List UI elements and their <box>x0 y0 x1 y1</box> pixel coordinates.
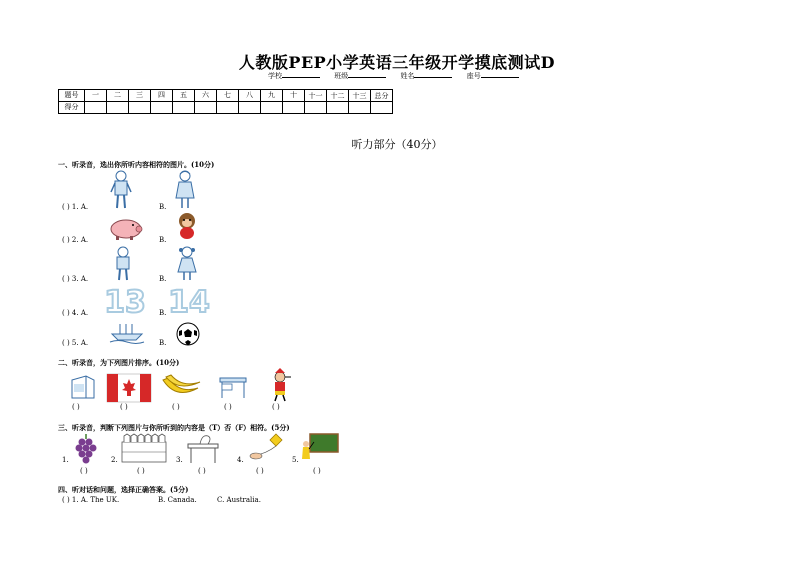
q2-option-b: B. <box>159 236 167 244</box>
desk-icon <box>216 372 250 400</box>
score-row-label: 得分 <box>59 102 85 114</box>
score-cell[interactable] <box>261 102 283 114</box>
score-cell[interactable] <box>371 102 393 114</box>
monkey-icon <box>174 212 200 240</box>
q5-option-b: B. <box>159 339 167 347</box>
score-header-cell: 题号 <box>59 90 85 102</box>
q1-label: ( ) 1. A. <box>62 203 89 211</box>
name-blank[interactable] <box>414 71 452 78</box>
tf-number: 4. <box>237 456 244 464</box>
score-header-cell: 三 <box>129 90 151 102</box>
score-cell[interactable] <box>239 102 261 114</box>
seat-blank[interactable] <box>481 71 519 78</box>
score-header-cell: 九 <box>261 90 283 102</box>
q4-option-b: B. <box>159 309 167 317</box>
name-label: 姓名 <box>400 72 415 80</box>
listening-section-title: 听力部分（40分） <box>351 138 443 151</box>
pinocchio-icon <box>266 370 294 402</box>
number-13-picture <box>104 284 146 320</box>
score-cell[interactable] <box>107 102 129 114</box>
score-table <box>58 89 393 114</box>
section1-heading: 一、听录音，选出你所听内容相符的图片。(10分) <box>58 160 215 169</box>
number-14-text: 14 <box>168 285 210 320</box>
tf-blank[interactable]: ( ) <box>137 467 145 475</box>
score-cell[interactable] <box>217 102 239 114</box>
girl-icon <box>174 246 200 282</box>
girl-standing-icon <box>172 170 198 210</box>
score-cell[interactable] <box>195 102 217 114</box>
score-header-cell: 一 <box>85 90 107 102</box>
boy-icon <box>110 246 136 282</box>
grapes-icon <box>74 434 98 464</box>
s4-q1-label: ( ) 1. A. The UK. <box>62 496 120 504</box>
score-header-cell: 七 <box>217 90 239 102</box>
number-13-text: 13 <box>104 285 146 320</box>
order-blank[interactable]: ( ) <box>120 403 128 411</box>
tf-blank[interactable]: ( ) <box>80 467 88 475</box>
score-cell[interactable] <box>173 102 195 114</box>
page-title: 人教版PEP小学英语三年级开学摸底测试D <box>238 53 556 72</box>
order-blank[interactable]: ( ) <box>172 403 180 411</box>
crayons-icon <box>120 434 168 464</box>
section4-heading: 四、听对话和问题，选择正确答案。(5分) <box>58 485 189 494</box>
tf-blank[interactable]: ( ) <box>313 467 321 475</box>
score-table-header-row <box>59 90 393 102</box>
q3-option-b: B. <box>159 275 167 283</box>
s4-q1-option-c: C. Australia. <box>217 496 261 504</box>
score-header-cell: 十二 <box>327 90 349 102</box>
score-header-cell: 十 <box>283 90 305 102</box>
boy-standing-icon <box>108 170 134 210</box>
section3-heading: 三、听录音，判断下列图片与你所听到的内容是（T）否（F）相符。(5分) <box>58 423 290 432</box>
banana-icon <box>160 374 202 400</box>
canada-flag-icon <box>107 374 151 402</box>
desk-with-hand-icon <box>186 432 220 464</box>
score-cell[interactable] <box>327 102 349 114</box>
section2-heading: 二、听录音，为下列图片排序。(10分) <box>58 358 180 367</box>
score-table-score-row <box>59 102 393 114</box>
boat-icon <box>110 320 144 344</box>
score-cell[interactable] <box>283 102 305 114</box>
kite-icon <box>246 432 284 462</box>
order-blank[interactable]: ( ) <box>72 403 80 411</box>
teacher-blackboard-icon <box>300 432 340 462</box>
tf-number: 1. <box>62 456 69 464</box>
score-header-cell: 十三 <box>349 90 371 102</box>
score-cell[interactable] <box>305 102 327 114</box>
order-blank[interactable]: ( ) <box>272 403 280 411</box>
score-cell[interactable] <box>129 102 151 114</box>
tf-number: 3. <box>176 456 183 464</box>
s4-q1-option-b: B. Canada. <box>158 496 197 504</box>
class-label: 班级 <box>334 72 349 80</box>
order-blank[interactable]: ( ) <box>224 403 232 411</box>
q3-label: ( ) 3. A. <box>62 275 89 283</box>
score-header-cell: 六 <box>195 90 217 102</box>
tf-blank[interactable]: ( ) <box>198 467 206 475</box>
tf-number: 2. <box>111 456 118 464</box>
tf-blank[interactable]: ( ) <box>256 467 264 475</box>
score-header-cell: 总分 <box>371 90 393 102</box>
score-header-cell: 四 <box>151 90 173 102</box>
q1-option-b: B. <box>159 203 167 211</box>
score-cell[interactable] <box>151 102 173 114</box>
pig-icon <box>108 216 144 240</box>
school-label: 学校 <box>268 72 282 80</box>
class-blank[interactable] <box>348 71 386 78</box>
score-header-cell: 二 <box>107 90 129 102</box>
score-header-cell: 五 <box>173 90 195 102</box>
score-cell[interactable] <box>85 102 107 114</box>
score-header-cell: 八 <box>239 90 261 102</box>
score-cell[interactable] <box>349 102 371 114</box>
q2-label: ( ) 2. A. <box>62 236 89 244</box>
number-14-picture <box>168 284 210 320</box>
school-blank[interactable] <box>282 71 320 78</box>
q5-label: ( ) 5. A. <box>62 339 89 347</box>
score-header-cell: 十一 <box>305 90 327 102</box>
seat-label: 座号 <box>466 72 481 80</box>
student-info-line <box>268 71 531 81</box>
tf-number: 5. <box>292 456 299 464</box>
q4-label: ( ) 4. A. <box>62 309 89 317</box>
milk-box-icon <box>68 372 98 400</box>
football-icon <box>176 322 200 346</box>
